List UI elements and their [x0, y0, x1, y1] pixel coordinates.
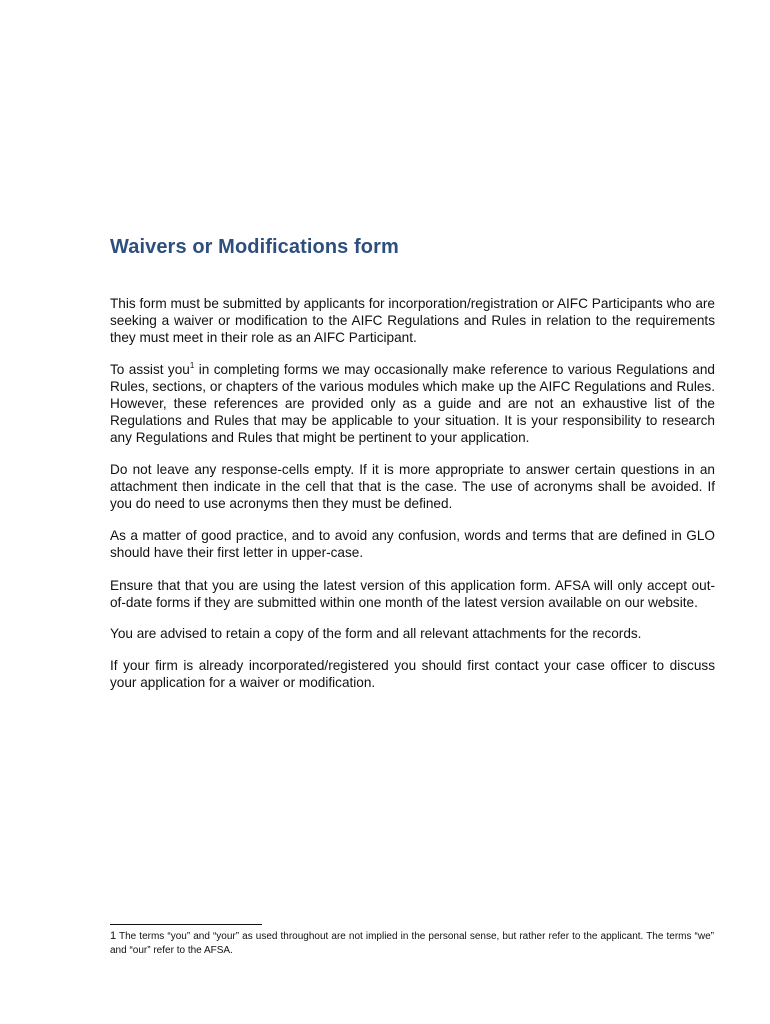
page-title: Waivers or Modifications form [110, 236, 399, 258]
footnote [110, 930, 714, 957]
assist-paragraph-start: To assist you [110, 362, 190, 378]
footnote-reference: 1 [189, 360, 195, 370]
retain-copy-paragraph: You are advised to retain a copy of the form and all relevant attachments for the records. [110, 625, 642, 641]
footnote-number: 1 [110, 930, 117, 942]
good-practice-paragraph: As a matter of good practice, and to avoid any confusion, words and terms that are defined in GLO should have their first letter in upper-case. [110, 528, 715, 561]
latest-version-paragraph: Ensure that that you are using the latest version of this application form. AFSA will only accept out-of-date forms if they are submitted within one month of the latest version available on our website. [110, 577, 715, 610]
contact-officer-paragraph: If your firm is already incorporated/registered you should first contact your case officer to discuss your application for a waiver or modification. [110, 658, 715, 690]
document-body [110, 296, 715, 707]
footnote-text: The terms “you” and “your” as used throughout are not implied in the personal sense, but rather refer to the applicant. The terms “we” and “our” refer to the AFSA. [110, 931, 714, 956]
intro-paragraph: This form must be submitted by applicants for incorporation/registration or AIFC Participants who are seeking a waiver or modification to the AIFC Regulations and Rules in relation to the requirements they must meet in their role as an AIFC Participant. [110, 296, 715, 345]
footnote-separator [110, 924, 262, 925]
response-cells-paragraph: Do not leave any response-cells empty. If it is more appropriate to answer certain questions in an attachment then indicate in the cell that that is the case. The use of acronyms shall be avoided. If you do need to use acronyms then they must be defined. [110, 462, 715, 512]
assist-paragraph [110, 362, 715, 447]
assist-paragraph-rest: in completing forms we may occasionally make reference to various Regulations and Rules, sections, or chapters of the various modules which make up the AIFC Regulations and Rules. However, these references are provided only as a guide and are not an exhaustive list of the Regulations and Rules that may be applicable to your situation. It is your responsibility to research any Regulations and Rules that might be pertinent to your application. [110, 362, 715, 445]
